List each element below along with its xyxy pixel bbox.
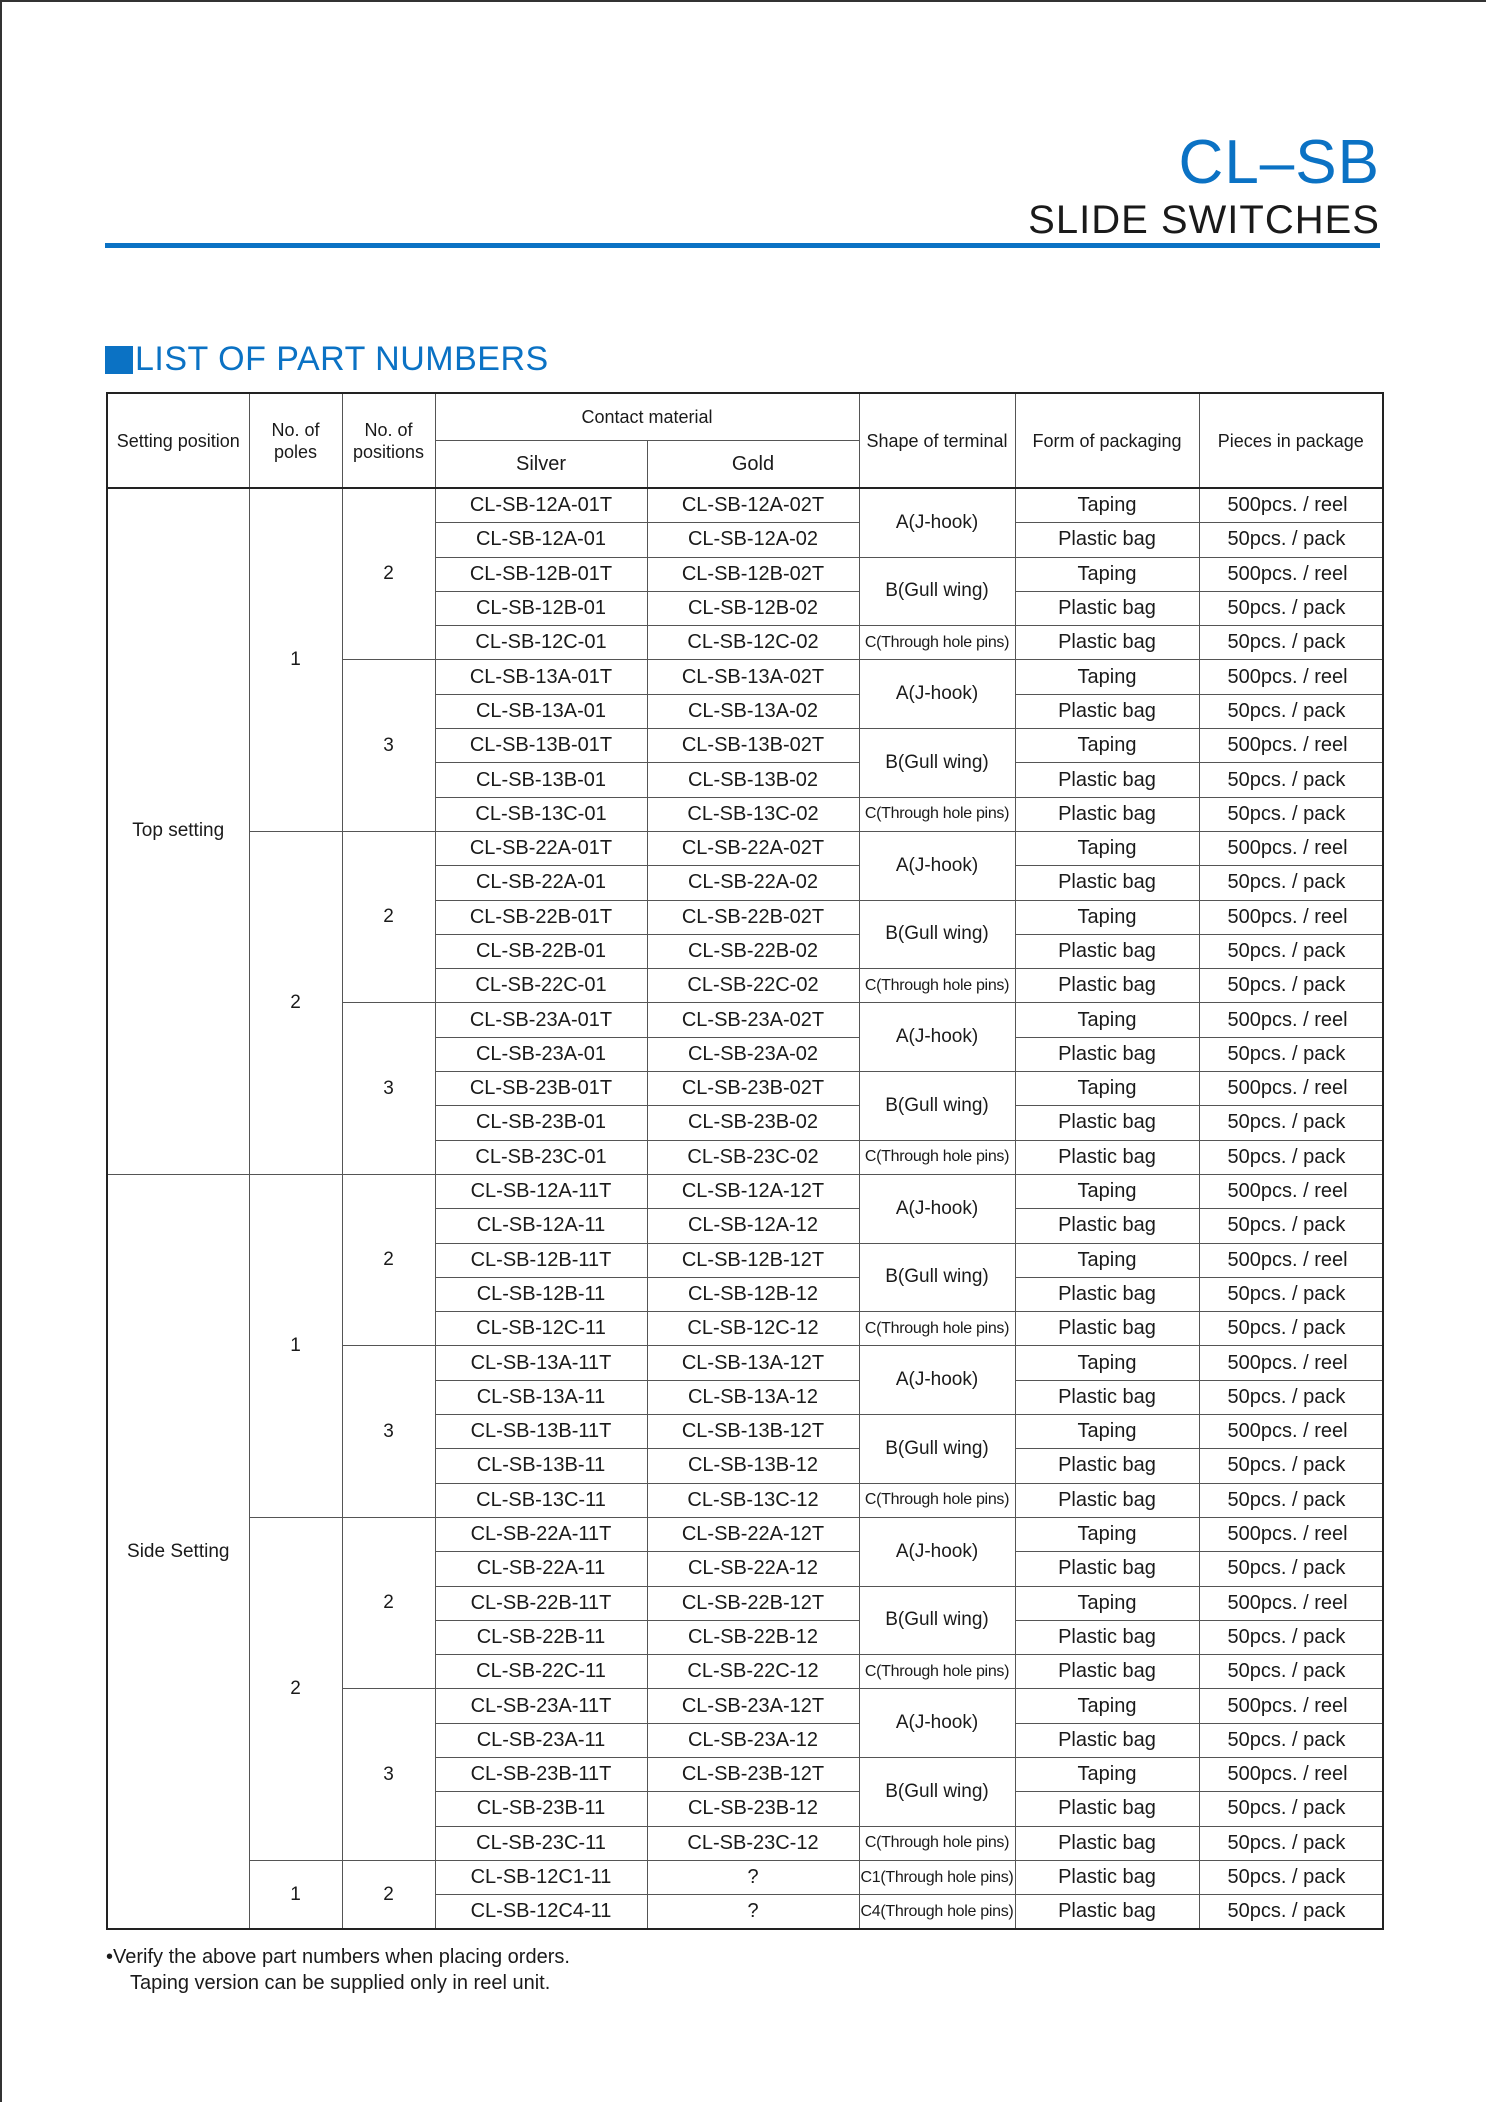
packaging-cell: Plastic bag — [1015, 1655, 1199, 1689]
pieces-cell: 50pcs. / pack — [1199, 763, 1383, 797]
packaging-cell: Taping — [1015, 831, 1199, 865]
product-name: SLIDE SWITCHES — [1028, 198, 1380, 242]
silver-part-number: CL-SB-22C-11 — [435, 1655, 647, 1689]
poles-cell: 2 — [249, 1517, 342, 1860]
pieces-cell: 500pcs. / reel — [1199, 900, 1383, 934]
gold-part-number: CL-SB-23A-02T — [647, 1003, 859, 1037]
silver-part-number: CL-SB-23A-11T — [435, 1689, 647, 1723]
silver-part-number: CL-SB-13C-01 — [435, 797, 647, 831]
note-verify: •Verify the above part numbers when placing orders. — [106, 1946, 570, 1968]
silver-part-number: CL-SB-13A-11T — [435, 1346, 647, 1380]
pieces-cell: 50pcs. / pack — [1199, 1380, 1383, 1414]
packaging-cell: Taping — [1015, 557, 1199, 591]
poles-cell: 1 — [249, 1174, 342, 1517]
pieces-cell: 50pcs. / pack — [1199, 1140, 1383, 1174]
pieces-cell: 50pcs. / pack — [1199, 1552, 1383, 1586]
gold-part-number: CL-SB-12B-02T — [647, 557, 859, 591]
pieces-cell: 500pcs. / reel — [1199, 1174, 1383, 1208]
pieces-cell: 500pcs. / reel — [1199, 660, 1383, 694]
silver-part-number: CL-SB-12A-11 — [435, 1209, 647, 1243]
packaging-cell: Taping — [1015, 660, 1199, 694]
gold-part-number: CL-SB-13A-02T — [647, 660, 859, 694]
silver-part-number: CL-SB-22A-01 — [435, 866, 647, 900]
packaging-cell: Plastic bag — [1015, 1483, 1199, 1517]
pieces-cell: 50pcs. / pack — [1199, 1655, 1383, 1689]
gold-part-number: CL-SB-12B-12 — [647, 1277, 859, 1311]
gold-part-number: CL-SB-23C-02 — [647, 1140, 859, 1174]
silver-part-number: CL-SB-22B-01T — [435, 900, 647, 934]
pieces-cell: 50pcs. / pack — [1199, 866, 1383, 900]
section-title: LIST OF PART NUMBERS — [135, 340, 549, 378]
packaging-cell: Taping — [1015, 1174, 1199, 1208]
terminal-shape-cell: B(Gull wing) — [859, 557, 1015, 626]
terminal-shape-cell: C1(Through hole pins) — [859, 1860, 1015, 1894]
poles-cell: 1 — [249, 488, 342, 831]
pieces-cell: 500pcs. / reel — [1199, 729, 1383, 763]
gold-part-number: CL-SB-22A-12 — [647, 1552, 859, 1586]
gold-part-number: CL-SB-13B-02T — [647, 729, 859, 763]
silver-part-number: CL-SB-22A-11 — [435, 1552, 647, 1586]
terminal-shape-cell: A(J-hook) — [859, 1003, 1015, 1072]
gold-part-number: ? — [647, 1895, 859, 1930]
packaging-cell: Plastic bag — [1015, 969, 1199, 1003]
part-numbers-table — [106, 392, 1384, 1930]
pieces-cell: 500pcs. / reel — [1199, 1003, 1383, 1037]
packaging-cell: Plastic bag — [1015, 1552, 1199, 1586]
setting-position-cell: Side Setting — [107, 1174, 249, 1929]
terminal-shape-cell: C(Through hole pins) — [859, 1826, 1015, 1860]
pieces-cell: 50pcs. / pack — [1199, 934, 1383, 968]
header-setting-position: Setting position — [107, 393, 249, 488]
packaging-cell: Taping — [1015, 1757, 1199, 1791]
header-poles: No. of poles — [249, 393, 342, 488]
terminal-shape-cell: A(J-hook) — [859, 831, 1015, 900]
notes — [106, 1944, 570, 1996]
gold-part-number: CL-SB-12B-02 — [647, 591, 859, 625]
silver-part-number: CL-SB-22A-11T — [435, 1517, 647, 1551]
packaging-cell: Plastic bag — [1015, 934, 1199, 968]
pieces-cell: 500pcs. / reel — [1199, 1586, 1383, 1620]
pieces-cell: 50pcs. / pack — [1199, 797, 1383, 831]
packaging-cell: Taping — [1015, 1586, 1199, 1620]
positions-cell: 2 — [342, 1517, 435, 1688]
terminal-shape-cell: C(Through hole pins) — [859, 1312, 1015, 1346]
silver-part-number: CL-SB-23A-01 — [435, 1037, 647, 1071]
packaging-cell: Plastic bag — [1015, 1826, 1199, 1860]
packaging-cell: Taping — [1015, 729, 1199, 763]
gold-part-number: CL-SB-22B-12 — [647, 1620, 859, 1654]
silver-part-number: CL-SB-12C-01 — [435, 626, 647, 660]
terminal-shape-cell: A(J-hook) — [859, 1346, 1015, 1415]
silver-part-number: CL-SB-23C-01 — [435, 1140, 647, 1174]
terminal-shape-cell: C4(Through hole pins) — [859, 1895, 1015, 1930]
terminal-shape-cell: C(Through hole pins) — [859, 1655, 1015, 1689]
packaging-cell: Taping — [1015, 1003, 1199, 1037]
packaging-cell: Plastic bag — [1015, 1106, 1199, 1140]
silver-part-number: CL-SB-23A-01T — [435, 1003, 647, 1037]
gold-part-number: CL-SB-13C-12 — [647, 1483, 859, 1517]
setting-position-cell: Top setting — [107, 488, 249, 1174]
terminal-shape-cell: A(J-hook) — [859, 488, 1015, 557]
packaging-cell: Plastic bag — [1015, 1037, 1199, 1071]
positions-cell: 3 — [342, 660, 435, 831]
packaging-cell: Taping — [1015, 1346, 1199, 1380]
pieces-cell: 500pcs. / reel — [1199, 1346, 1383, 1380]
silver-part-number: CL-SB-12C4-11 — [435, 1895, 647, 1930]
gold-part-number: CL-SB-13A-12T — [647, 1346, 859, 1380]
packaging-cell: Plastic bag — [1015, 797, 1199, 831]
pieces-cell: 50pcs. / pack — [1199, 1312, 1383, 1346]
gold-part-number: CL-SB-12A-02 — [647, 523, 859, 557]
gold-part-number: CL-SB-12A-02T — [647, 488, 859, 523]
pieces-cell: 500pcs. / reel — [1199, 1757, 1383, 1791]
pieces-cell: 500pcs. / reel — [1199, 1243, 1383, 1277]
silver-part-number: CL-SB-23B-11 — [435, 1792, 647, 1826]
packaging-cell: Plastic bag — [1015, 1895, 1199, 1930]
silver-part-number: CL-SB-13A-01T — [435, 660, 647, 694]
table-row — [107, 1174, 1383, 1208]
header-silver: Silver — [435, 441, 647, 489]
gold-part-number: CL-SB-23C-12 — [647, 1826, 859, 1860]
pieces-cell: 50pcs. / pack — [1199, 1209, 1383, 1243]
table-row — [107, 831, 1383, 865]
packaging-cell: Plastic bag — [1015, 591, 1199, 625]
packaging-cell: Taping — [1015, 1689, 1199, 1723]
gold-part-number: CL-SB-22C-12 — [647, 1655, 859, 1689]
silver-part-number: CL-SB-12C1-11 — [435, 1860, 647, 1894]
pieces-cell: 50pcs. / pack — [1199, 1620, 1383, 1654]
gold-part-number: CL-SB-12A-12T — [647, 1174, 859, 1208]
positions-cell: 3 — [342, 1346, 435, 1517]
gold-part-number: CL-SB-13B-12 — [647, 1449, 859, 1483]
poles-cell: 2 — [249, 831, 342, 1174]
silver-part-number: CL-SB-12B-11 — [435, 1277, 647, 1311]
packaging-cell: Plastic bag — [1015, 1380, 1199, 1414]
packaging-cell: Plastic bag — [1015, 1792, 1199, 1826]
pieces-cell: 500pcs. / reel — [1199, 557, 1383, 591]
silver-part-number: CL-SB-12A-01 — [435, 523, 647, 557]
gold-part-number: CL-SB-12C-12 — [647, 1312, 859, 1346]
terminal-shape-cell: C(Through hole pins) — [859, 969, 1015, 1003]
pieces-cell: 50pcs. / pack — [1199, 1723, 1383, 1757]
pieces-cell: 500pcs. / reel — [1199, 831, 1383, 865]
silver-part-number: CL-SB-22B-11 — [435, 1620, 647, 1654]
gold-part-number: CL-SB-13B-02 — [647, 763, 859, 797]
gold-part-number: CL-SB-23B-02T — [647, 1072, 859, 1106]
pieces-cell: 500pcs. / reel — [1199, 1517, 1383, 1551]
positions-cell: 2 — [342, 1860, 435, 1929]
product-code: CL–SB — [1178, 128, 1380, 197]
pieces-cell: 50pcs. / pack — [1199, 694, 1383, 728]
gold-part-number: CL-SB-12A-12 — [647, 1209, 859, 1243]
gold-part-number: CL-SB-12B-12T — [647, 1243, 859, 1277]
table-row — [107, 488, 1383, 523]
gold-part-number: ? — [647, 1860, 859, 1894]
gold-part-number: CL-SB-22B-12T — [647, 1586, 859, 1620]
positions-cell: 3 — [342, 1003, 435, 1174]
pieces-cell: 50pcs. / pack — [1199, 969, 1383, 1003]
terminal-shape-cell: B(Gull wing) — [859, 729, 1015, 798]
silver-part-number: CL-SB-13B-11 — [435, 1449, 647, 1483]
section-heading — [105, 340, 549, 379]
packaging-cell: Plastic bag — [1015, 1449, 1199, 1483]
terminal-shape-cell: A(J-hook) — [859, 1689, 1015, 1758]
gold-part-number: CL-SB-12C-02 — [647, 626, 859, 660]
poles-cell: 1 — [249, 1860, 342, 1929]
pieces-cell: 50pcs. / pack — [1199, 1826, 1383, 1860]
gold-part-number: CL-SB-23A-02 — [647, 1037, 859, 1071]
positions-cell: 3 — [342, 1689, 435, 1860]
header-positions: No. of positions — [342, 393, 435, 488]
terminal-shape-cell: B(Gull wing) — [859, 1072, 1015, 1141]
pieces-cell: 500pcs. / reel — [1199, 1072, 1383, 1106]
pieces-cell: 50pcs. / pack — [1199, 1277, 1383, 1311]
pieces-cell: 50pcs. / pack — [1199, 626, 1383, 660]
packaging-cell: Plastic bag — [1015, 1860, 1199, 1894]
gold-part-number: CL-SB-23A-12T — [647, 1689, 859, 1723]
packaging-cell: Plastic bag — [1015, 694, 1199, 728]
gold-part-number: CL-SB-22C-02 — [647, 969, 859, 1003]
pieces-cell: 50pcs. / pack — [1199, 1037, 1383, 1071]
table-row — [107, 1860, 1383, 1894]
header-shape: Shape of terminal — [859, 393, 1015, 488]
packaging-cell: Plastic bag — [1015, 523, 1199, 557]
terminal-shape-cell: C(Through hole pins) — [859, 1483, 1015, 1517]
gold-part-number: CL-SB-23B-12T — [647, 1757, 859, 1791]
packaging-cell: Plastic bag — [1015, 1723, 1199, 1757]
pieces-cell: 50pcs. / pack — [1199, 1106, 1383, 1140]
gold-part-number: CL-SB-22A-02T — [647, 831, 859, 865]
table-row — [107, 1517, 1383, 1551]
silver-part-number: CL-SB-23A-11 — [435, 1723, 647, 1757]
gold-part-number: CL-SB-22A-12T — [647, 1517, 859, 1551]
packaging-cell: Plastic bag — [1015, 1140, 1199, 1174]
pieces-cell: 50pcs. / pack — [1199, 523, 1383, 557]
packaging-cell: Taping — [1015, 900, 1199, 934]
packaging-cell: Taping — [1015, 1072, 1199, 1106]
silver-part-number: CL-SB-22A-01T — [435, 831, 647, 865]
pieces-cell: 50pcs. / pack — [1199, 1895, 1383, 1930]
gold-part-number: CL-SB-22A-02 — [647, 866, 859, 900]
header-pieces: Pieces in package — [1199, 393, 1383, 488]
gold-part-number: CL-SB-13A-02 — [647, 694, 859, 728]
terminal-shape-cell: A(J-hook) — [859, 660, 1015, 729]
silver-part-number: CL-SB-13A-11 — [435, 1380, 647, 1414]
terminal-shape-cell: B(Gull wing) — [859, 900, 1015, 969]
terminal-shape-cell: A(J-hook) — [859, 1517, 1015, 1586]
silver-part-number: CL-SB-22B-11T — [435, 1586, 647, 1620]
silver-part-number: CL-SB-12B-01 — [435, 591, 647, 625]
pieces-cell: 500pcs. / reel — [1199, 488, 1383, 523]
pieces-cell: 500pcs. / reel — [1199, 1415, 1383, 1449]
silver-part-number: CL-SB-12B-11T — [435, 1243, 647, 1277]
gold-part-number: CL-SB-23A-12 — [647, 1723, 859, 1757]
silver-part-number: CL-SB-12A-11T — [435, 1174, 647, 1208]
gold-part-number: CL-SB-23B-12 — [647, 1792, 859, 1826]
silver-part-number: CL-SB-13A-01 — [435, 694, 647, 728]
pieces-cell: 500pcs. / reel — [1199, 1689, 1383, 1723]
silver-part-number: CL-SB-13B-01 — [435, 763, 647, 797]
silver-part-number: CL-SB-22C-01 — [435, 969, 647, 1003]
packaging-cell: Taping — [1015, 488, 1199, 523]
pieces-cell: 50pcs. / pack — [1199, 1860, 1383, 1894]
packaging-cell: Plastic bag — [1015, 1277, 1199, 1311]
packaging-cell: Taping — [1015, 1243, 1199, 1277]
terminal-shape-cell: B(Gull wing) — [859, 1243, 1015, 1312]
terminal-shape-cell: B(Gull wing) — [859, 1415, 1015, 1484]
header-gold: Gold — [647, 441, 859, 489]
title-rule — [105, 243, 1380, 248]
packaging-cell: Plastic bag — [1015, 626, 1199, 660]
silver-part-number: CL-SB-13B-11T — [435, 1415, 647, 1449]
silver-part-number: CL-SB-23B-11T — [435, 1757, 647, 1791]
header-packaging: Form of packaging — [1015, 393, 1199, 488]
packaging-cell: Taping — [1015, 1517, 1199, 1551]
title-block — [1028, 128, 1380, 242]
gold-part-number: CL-SB-23B-02 — [647, 1106, 859, 1140]
pieces-cell: 50pcs. / pack — [1199, 591, 1383, 625]
packaging-cell: Plastic bag — [1015, 1209, 1199, 1243]
packaging-cell: Taping — [1015, 1415, 1199, 1449]
gold-part-number: CL-SB-13C-02 — [647, 797, 859, 831]
parts-table-body — [107, 488, 1383, 1929]
gold-part-number: CL-SB-22B-02T — [647, 900, 859, 934]
packaging-cell: Plastic bag — [1015, 1620, 1199, 1654]
terminal-shape-cell: C(Through hole pins) — [859, 797, 1015, 831]
packaging-cell: Plastic bag — [1015, 763, 1199, 797]
terminal-shape-cell: C(Through hole pins) — [859, 626, 1015, 660]
pieces-cell: 50pcs. / pack — [1199, 1449, 1383, 1483]
silver-part-number: CL-SB-12B-01T — [435, 557, 647, 591]
terminal-shape-cell: A(J-hook) — [859, 1174, 1015, 1243]
gold-part-number: CL-SB-13A-12 — [647, 1380, 859, 1414]
silver-part-number: CL-SB-22B-01 — [435, 934, 647, 968]
pieces-cell: 50pcs. / pack — [1199, 1483, 1383, 1517]
terminal-shape-cell: B(Gull wing) — [859, 1757, 1015, 1826]
pieces-cell: 50pcs. / pack — [1199, 1792, 1383, 1826]
packaging-cell: Plastic bag — [1015, 1312, 1199, 1346]
gold-part-number: CL-SB-22B-02 — [647, 934, 859, 968]
gold-part-number: CL-SB-13B-12T — [647, 1415, 859, 1449]
silver-part-number: CL-SB-23B-01 — [435, 1106, 647, 1140]
silver-part-number: CL-SB-23C-11 — [435, 1826, 647, 1860]
positions-cell: 2 — [342, 1174, 435, 1345]
header-contact-material: Contact material — [435, 393, 859, 441]
square-bullet-icon — [105, 346, 133, 374]
silver-part-number: CL-SB-12C-11 — [435, 1312, 647, 1346]
terminal-shape-cell: B(Gull wing) — [859, 1586, 1015, 1655]
packaging-cell: Plastic bag — [1015, 866, 1199, 900]
silver-part-number: CL-SB-12A-01T — [435, 488, 647, 523]
silver-part-number: CL-SB-13B-01T — [435, 729, 647, 763]
positions-cell: 2 — [342, 488, 435, 660]
silver-part-number: CL-SB-23B-01T — [435, 1072, 647, 1106]
positions-cell: 2 — [342, 831, 435, 1002]
terminal-shape-cell: C(Through hole pins) — [859, 1140, 1015, 1174]
note-taping: Taping version can be supplied only in reel unit. — [130, 1972, 551, 1994]
silver-part-number: CL-SB-13C-11 — [435, 1483, 647, 1517]
